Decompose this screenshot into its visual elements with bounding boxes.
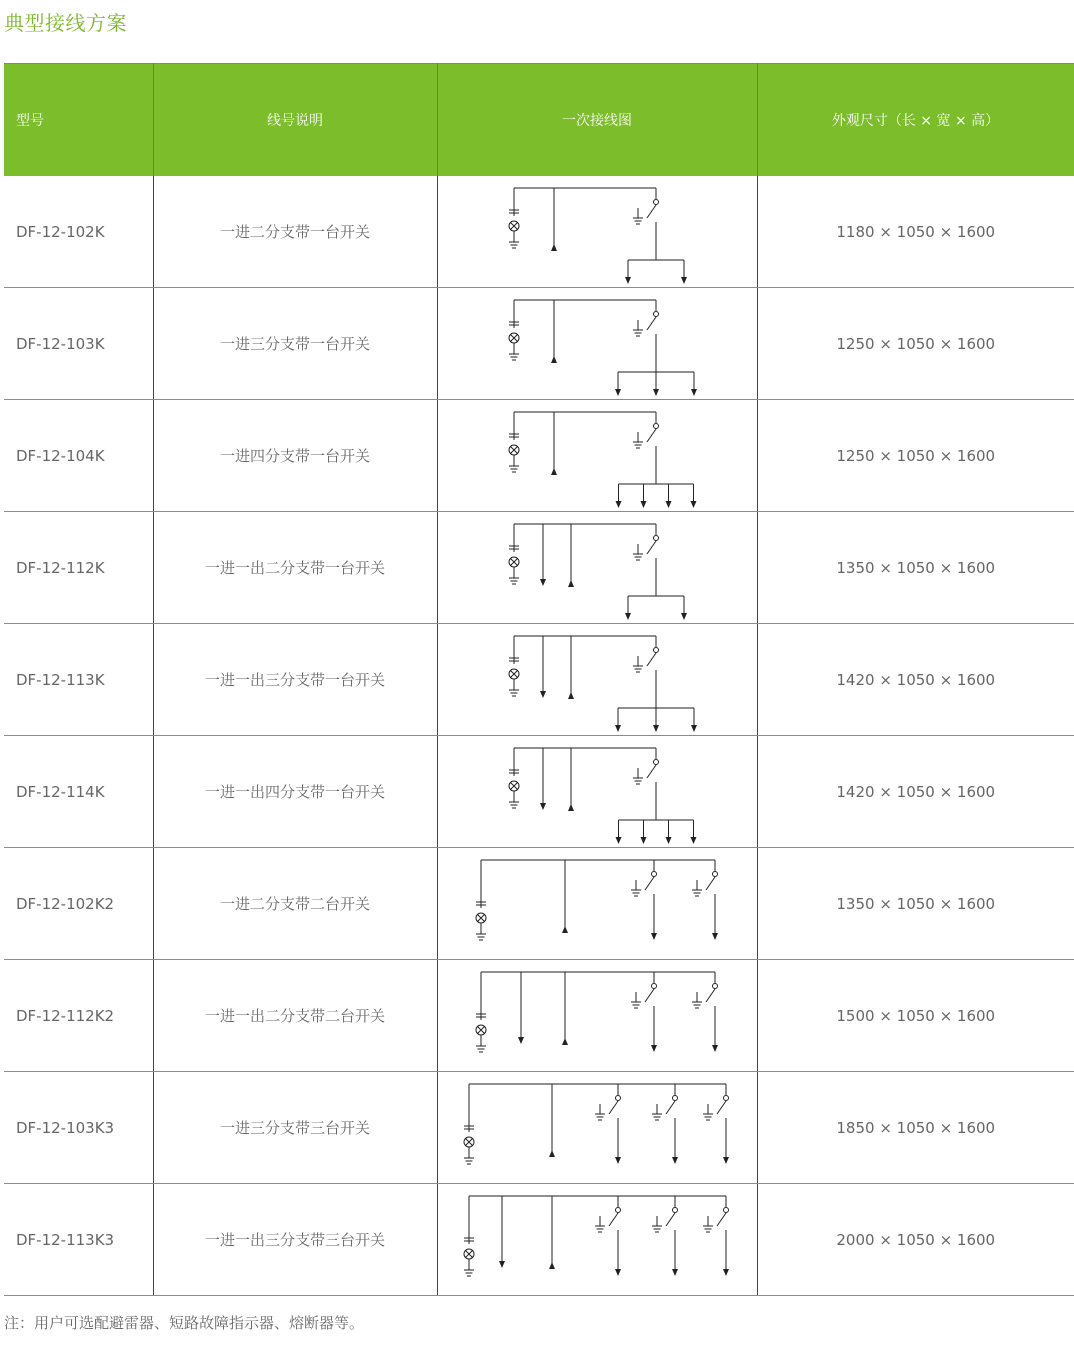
description-cell: 一进四分支带一台开关 xyxy=(153,400,437,512)
load-switch-line xyxy=(647,205,656,218)
page-title: 典型接线方案 xyxy=(4,11,127,35)
switch-contact-icon xyxy=(653,200,658,205)
load-switch-line xyxy=(666,1101,675,1114)
incoming-arrow xyxy=(549,1150,555,1157)
incoming-arrow xyxy=(568,804,574,811)
branch-arrow xyxy=(615,837,621,844)
description-cell: 一进一出二分支带二台开关 xyxy=(153,960,437,1072)
branch-arrow xyxy=(615,1157,621,1164)
model-cell: DF-12-102K2 xyxy=(4,848,153,960)
table-row xyxy=(4,512,1074,624)
dimensions-cell: 2000 × 1050 × 1600 xyxy=(757,1184,1074,1296)
table-row xyxy=(4,736,1074,848)
branch-arrow xyxy=(615,501,621,508)
branch-arrow xyxy=(653,389,659,396)
model-cell: DF-12-114K xyxy=(4,736,153,848)
wiring-diagram-cell xyxy=(437,288,757,400)
dimensions-cell: 1420 × 1050 × 1600 xyxy=(757,736,1074,848)
table-row xyxy=(4,1072,1074,1184)
description-cell: 一进一出三分支带一台开关 xyxy=(153,624,437,736)
branch-arrow xyxy=(625,277,631,284)
switch-contact-icon xyxy=(615,1208,620,1213)
branch-arrow xyxy=(640,837,646,844)
model-cell: DF-12-112K xyxy=(4,512,153,624)
branch-arrow xyxy=(712,933,718,940)
description-cell: 一进一出二分支带一台开关 xyxy=(153,512,437,624)
table-row xyxy=(4,848,1074,960)
branch-arrow xyxy=(665,837,671,844)
branch-arrow xyxy=(651,933,657,940)
incoming-arrow xyxy=(551,244,557,251)
wiring-diagram xyxy=(438,400,758,511)
branch-arrow xyxy=(723,1157,729,1164)
wiring-diagram-cell xyxy=(437,624,757,736)
wiring-diagram xyxy=(438,1184,758,1295)
load-switch-line xyxy=(647,541,656,554)
outgoing-arrow xyxy=(540,803,546,810)
header-diagram: 一次接线图 xyxy=(437,64,757,177)
branch-arrow xyxy=(690,501,696,508)
description-cell: 一进三分支带三台开关 xyxy=(153,1072,437,1184)
switch-contact-icon xyxy=(723,1096,728,1101)
table-row xyxy=(4,400,1074,512)
dimensions-cell: 1420 × 1050 × 1600 xyxy=(757,624,1074,736)
wiring-diagram xyxy=(438,624,758,735)
table-row xyxy=(4,1184,1074,1296)
model-cell: DF-12-103K xyxy=(4,288,153,400)
load-switch-line xyxy=(647,429,656,442)
description-cell: 一进一出三分支带三台开关 xyxy=(153,1184,437,1296)
load-switch-line xyxy=(706,877,715,890)
description-cell: 一进一出四分支带一台开关 xyxy=(153,736,437,848)
branch-arrow xyxy=(640,501,646,508)
table-row xyxy=(4,288,1074,400)
wiring-diagram-cell xyxy=(437,1072,757,1184)
load-switch-line xyxy=(647,317,656,330)
branch-arrow xyxy=(651,1045,657,1052)
switch-contact-icon xyxy=(712,984,717,989)
outgoing-arrow xyxy=(540,691,546,698)
model-cell: DF-12-113K3 xyxy=(4,1184,153,1296)
switch-contact-icon xyxy=(672,1208,677,1213)
dimensions-cell: 1350 × 1050 × 1600 xyxy=(757,848,1074,960)
footnote: 注：用户可选配避雷器、短路故障指示器、熔断器等。 xyxy=(4,1314,365,1332)
switch-contact-icon xyxy=(723,1208,728,1213)
model-cell: DF-12-112K2 xyxy=(4,960,153,1072)
table-row xyxy=(4,176,1074,288)
header-model: 型号 xyxy=(4,64,153,177)
branch-arrow xyxy=(681,613,687,620)
table-header-row xyxy=(4,64,1074,177)
branch-arrow xyxy=(615,725,621,732)
wiring-diagram-cell xyxy=(437,512,757,624)
header-description: 线号说明 xyxy=(153,64,437,177)
branch-arrow xyxy=(653,725,659,732)
model-cell: DF-12-103K3 xyxy=(4,1072,153,1184)
load-switch-line xyxy=(717,1101,726,1114)
branch-arrow xyxy=(690,837,696,844)
switch-contact-icon xyxy=(672,1096,677,1101)
table-row xyxy=(4,960,1074,1072)
wiring-diagram xyxy=(438,848,758,959)
branch-arrow xyxy=(691,725,697,732)
switch-contact-icon xyxy=(653,312,658,317)
wiring-diagram xyxy=(438,1072,758,1183)
dimensions-cell: 1500 × 1050 × 1600 xyxy=(757,960,1074,1072)
wiring-diagram-cell xyxy=(437,736,757,848)
branch-arrow xyxy=(672,1157,678,1164)
switch-contact-icon xyxy=(653,424,658,429)
branch-arrow xyxy=(625,613,631,620)
dimensions-cell: 1850 × 1050 × 1600 xyxy=(757,1072,1074,1184)
incoming-arrow xyxy=(568,692,574,699)
description-cell: 一进三分支带一台开关 xyxy=(153,288,437,400)
load-switch-line xyxy=(609,1101,618,1114)
branch-arrow xyxy=(615,389,621,396)
dimensions-cell: 1250 × 1050 × 1600 xyxy=(757,400,1074,512)
incoming-arrow xyxy=(562,1038,568,1045)
dimensions-cell: 1180 × 1050 × 1600 xyxy=(757,176,1074,288)
wiring-diagram-cell xyxy=(437,400,757,512)
wiring-diagram xyxy=(438,288,758,399)
dimensions-cell: 1350 × 1050 × 1600 xyxy=(757,512,1074,624)
wiring-diagram xyxy=(438,960,758,1071)
wiring-diagram xyxy=(438,512,758,623)
load-switch-line xyxy=(706,989,715,1002)
model-cell: DF-12-113K xyxy=(4,624,153,736)
incoming-arrow xyxy=(551,356,557,363)
wiring-diagram xyxy=(438,176,758,287)
table-row xyxy=(4,624,1074,736)
branch-arrow xyxy=(681,277,687,284)
branch-arrow xyxy=(712,1045,718,1052)
load-switch-line xyxy=(645,989,654,1002)
wiring-diagram-cell xyxy=(437,848,757,960)
load-switch-line xyxy=(609,1213,618,1226)
model-cell: DF-12-102K xyxy=(4,176,153,288)
load-switch-line xyxy=(645,877,654,890)
switch-contact-icon xyxy=(653,648,658,653)
wiring-diagram-cell xyxy=(437,176,757,288)
outgoing-arrow xyxy=(499,1261,505,1268)
switch-contact-icon xyxy=(615,1096,620,1101)
description-cell: 一进二分支带一台开关 xyxy=(153,176,437,288)
load-switch-line xyxy=(666,1213,675,1226)
branch-arrow xyxy=(615,1269,621,1276)
incoming-arrow xyxy=(549,1262,555,1269)
switch-contact-icon xyxy=(651,872,656,877)
dimensions-cell: 1250 × 1050 × 1600 xyxy=(757,288,1074,400)
wiring-diagram-cell xyxy=(437,1184,757,1296)
load-switch-line xyxy=(717,1213,726,1226)
branch-arrow xyxy=(672,1269,678,1276)
branch-arrow xyxy=(665,501,671,508)
branch-arrow xyxy=(691,389,697,396)
outgoing-arrow xyxy=(518,1037,524,1044)
description-cell: 一进二分支带二台开关 xyxy=(153,848,437,960)
branch-arrow xyxy=(723,1269,729,1276)
header-dimensions: 外观尺寸（长 × 宽 × 高） xyxy=(757,64,1074,177)
switch-contact-icon xyxy=(653,760,658,765)
model-cell: DF-12-104K xyxy=(4,400,153,512)
outgoing-arrow xyxy=(540,579,546,586)
switch-contact-icon xyxy=(712,872,717,877)
switch-contact-icon xyxy=(651,984,656,989)
wiring-diagram-cell xyxy=(437,960,757,1072)
load-switch-line xyxy=(647,765,656,778)
switch-contact-icon xyxy=(653,536,658,541)
wiring-scheme-table xyxy=(4,63,1074,1296)
load-switch-line xyxy=(647,653,656,666)
incoming-arrow xyxy=(551,468,557,475)
incoming-arrow xyxy=(562,926,568,933)
wiring-diagram xyxy=(438,736,758,847)
incoming-arrow xyxy=(568,580,574,587)
